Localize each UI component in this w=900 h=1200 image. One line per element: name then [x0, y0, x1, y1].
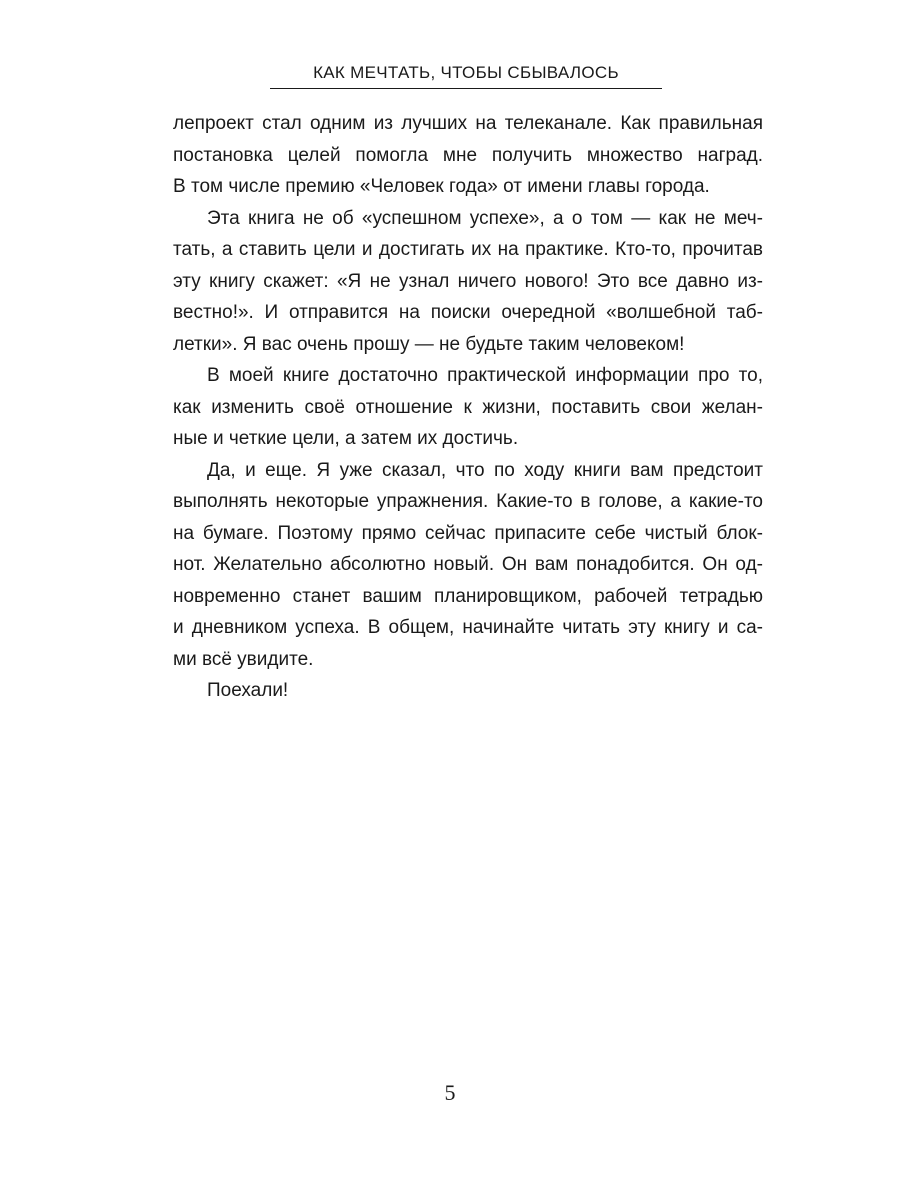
text-line: эту книгу скажет: «Я не узнал ничего нового! Это все давно из-: [173, 270, 763, 292]
text-line: как изменить своё отношение к жизни, поставить свои желан-: [173, 396, 763, 418]
text-line: вестно!». И отправится на поиски очередной «волшебной таб-: [173, 302, 763, 323]
text-line: Поехали!: [207, 680, 289, 701]
text-line: на бумаге. Поэтому прямо сейчас припасите себе чистый блок-: [173, 522, 763, 544]
text-line: ми всё увидите.: [173, 648, 314, 670]
text-line: В моей книге достаточно практической информации про то,: [207, 365, 763, 386]
text-line: выполнять некоторые упражнения. Какие-то в голове, а какие-то: [173, 491, 763, 512]
text-line: В том числе премию «Человек года» от имени главы города.: [173, 176, 710, 197]
text-line: лепроект стал одним из лучших на телеканале. Как правильная: [173, 113, 763, 134]
paragraph-1: [173, 108, 763, 203]
running-header-title: КАК МЕЧТАТЬ, ЧТОБЫ СБЫВАЛОСЬ: [313, 63, 619, 82]
body-text: [173, 108, 763, 707]
text-line: постановка целей помогла мне получить множество наград.: [173, 144, 763, 166]
text-line: летки». Я вас очень прошу — не будьте таким человеком!: [173, 333, 685, 355]
text-line: Эта книга не об «успешном успехе», а о том — как не меч-: [207, 207, 763, 229]
page-number: 5: [444, 1080, 456, 1105]
paragraph-2: [173, 203, 763, 361]
paragraph-4: [173, 455, 763, 676]
text-line: и дневником успеха. В общем, начинайте читать эту книгу и са-: [173, 617, 763, 638]
paragraph-3: [173, 360, 763, 455]
text-line: ные и четкие цели, а затем их достичь.: [173, 428, 519, 449]
text-line: новременно станет вашим планировщиком, рабочей тетрадью: [173, 585, 763, 607]
text-line: тать, а ставить цели и достигать их на практике. Кто-то, прочитав: [173, 239, 763, 260]
text-line: нот. Желательно абсолютно новый. Он вам понадобится. Он од-: [173, 554, 763, 575]
text-line: Да, и еще. Я уже сказал, что по ходу книги вам предстоит: [207, 459, 763, 481]
header-rule: [270, 88, 662, 89]
paragraph-5: [173, 675, 763, 707]
